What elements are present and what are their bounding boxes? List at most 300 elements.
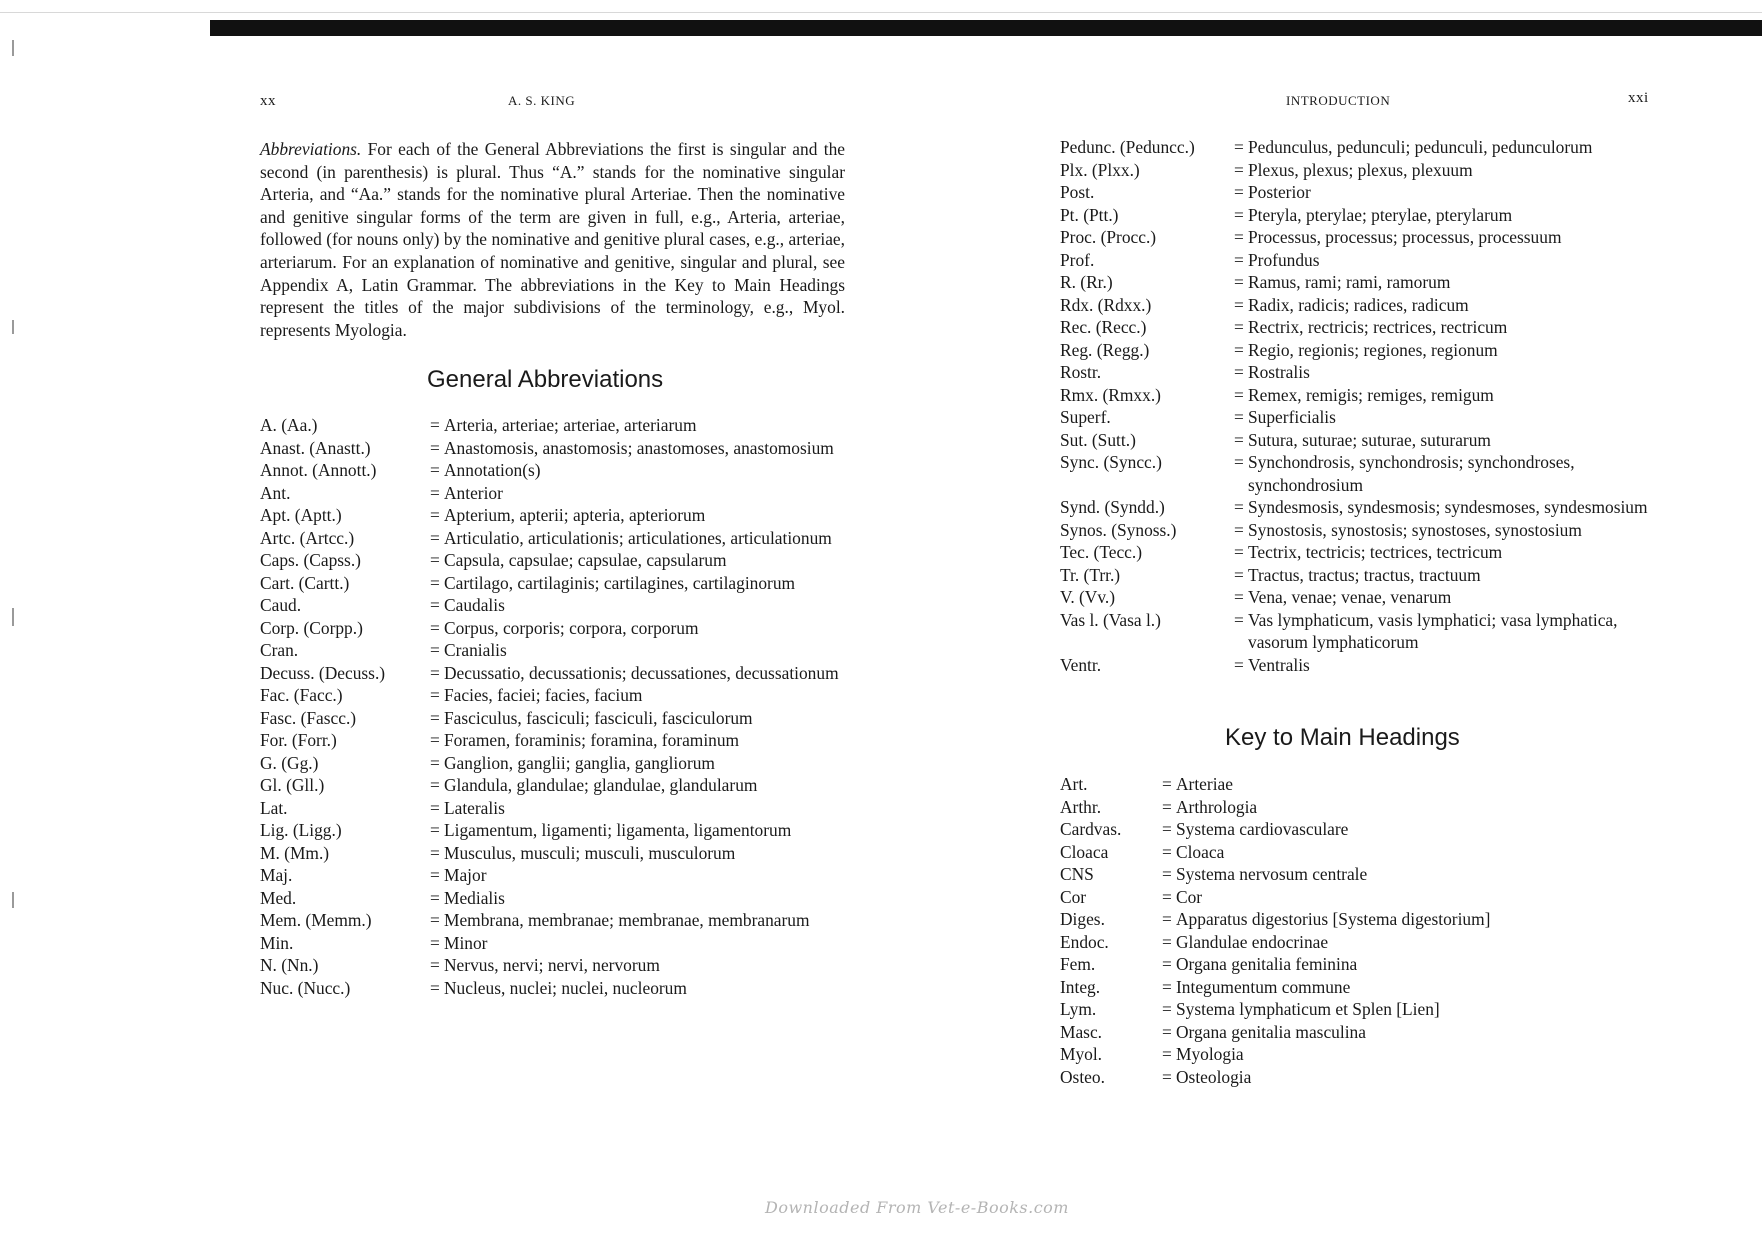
running-head-title: INTRODUCTION xyxy=(1286,93,1391,108)
abbreviation-cell xyxy=(430,504,850,527)
definition-wrap xyxy=(1234,564,1660,587)
abbreviation-definition: Vas lymphaticum, vasis lymphatici; vasa lymphatica, vasorum lymphaticorum xyxy=(1248,609,1618,652)
abbreviation-definition: Systema cardiovasculare xyxy=(1176,819,1349,839)
abbreviation-cell xyxy=(430,977,850,1000)
definition-wrap xyxy=(1234,294,1660,317)
abbreviation-row xyxy=(260,482,850,505)
definition-wrap xyxy=(430,482,850,505)
abbreviation-cell xyxy=(1162,998,1660,1021)
abbreviation-row xyxy=(1060,863,1660,886)
abbreviation-cell xyxy=(430,437,850,460)
abbreviation-definition: Synostosis, synostosis; synostoses, synostosium xyxy=(1248,519,1582,540)
definition-wrap xyxy=(1234,586,1660,609)
abbreviation-cell xyxy=(1162,953,1660,976)
definition-wrap xyxy=(430,662,850,685)
abbreviation-term: Pt. (Ptt.) xyxy=(1060,204,1119,225)
abbreviation-definition: Ganglion, ganglii; ganglia, gangliorum xyxy=(444,752,715,773)
equals-sign: = xyxy=(1234,497,1244,517)
equals-sign: = xyxy=(1162,909,1172,929)
abbreviation-definition: Apterium, apterii; apteria, apteriorum xyxy=(444,505,706,525)
abbreviation-row xyxy=(1060,496,1660,519)
equals-sign: = xyxy=(1234,519,1244,540)
key-to-main-headings-table xyxy=(1060,773,1660,1088)
abbreviation-cell xyxy=(430,819,850,842)
abbreviation-term: Mem. (Memm.) xyxy=(260,910,372,930)
abbreviation-definition: Profundus xyxy=(1248,249,1320,270)
abbreviation-term: Rec. (Recc.) xyxy=(1060,317,1147,337)
equals-sign: = xyxy=(430,505,440,525)
abbreviation-term: M. (Mm.) xyxy=(260,842,330,863)
equals-sign: = xyxy=(430,842,440,863)
abbreviation-cell xyxy=(1234,271,1660,294)
definition-wrap xyxy=(1234,609,1660,654)
equals-sign: = xyxy=(1234,609,1244,630)
abbreviation-cell xyxy=(1234,519,1660,542)
abbreviation-row xyxy=(1060,1043,1660,1066)
abbreviation-row xyxy=(260,527,850,550)
definition-wrap xyxy=(1234,181,1660,204)
abbreviation-definition: Anastomosis, anastomosis; anastomoses, anastomosium xyxy=(444,437,834,458)
equals-sign: = xyxy=(1234,452,1244,472)
abbreviation-cell xyxy=(430,842,850,865)
abbreviation-row xyxy=(260,639,850,662)
equals-sign: = xyxy=(430,977,440,998)
definition-wrap xyxy=(1234,361,1660,384)
definition-wrap xyxy=(1234,406,1660,429)
equals-sign: = xyxy=(430,955,440,975)
abbreviation-cell xyxy=(1234,564,1660,587)
definition-wrap xyxy=(1234,204,1660,227)
page-number: xx xyxy=(260,93,276,109)
abbreviation-definition: Integumentum commune xyxy=(1176,976,1351,997)
abbreviation-cell xyxy=(1234,294,1660,317)
definition-wrap xyxy=(430,864,850,887)
abbreviation-definition: Anterior xyxy=(444,482,503,503)
abbreviation-row xyxy=(260,977,850,1000)
abbreviation-row xyxy=(260,504,850,527)
abbreviation-row xyxy=(1060,249,1660,272)
definition-wrap xyxy=(430,459,850,482)
equals-sign: = xyxy=(430,437,440,458)
abbreviation-definition: Glandulae endocrinae xyxy=(1176,931,1329,952)
definition-wrap xyxy=(430,549,850,572)
abbreviation-row xyxy=(1060,1021,1660,1044)
abbreviation-term: Maj. xyxy=(260,865,293,885)
abbreviation-cell xyxy=(430,707,850,730)
abbreviation-row xyxy=(1060,586,1660,609)
abbreviation-term: Caud. xyxy=(260,595,302,615)
abbreviation-row xyxy=(1060,181,1660,204)
abbreviation-term: Decuss. (Decuss.) xyxy=(260,662,386,683)
equals-sign: = xyxy=(1234,317,1244,337)
abbreviation-row xyxy=(1060,361,1660,384)
abbreviation-definition: Tectrix, tectricis; tectrices, tectricum xyxy=(1248,542,1503,562)
abbreviation-row xyxy=(260,684,850,707)
abbreviation-row xyxy=(1060,886,1660,909)
definition-wrap xyxy=(1162,1043,1660,1066)
equals-sign: = xyxy=(1234,249,1244,270)
definition-wrap xyxy=(1162,1021,1660,1044)
abbreviation-definition: Rectrix, rectricis; rectrices, rectricum xyxy=(1248,317,1508,337)
definition-wrap xyxy=(1162,1066,1660,1089)
abbreviation-row xyxy=(1060,226,1660,249)
equals-sign: = xyxy=(430,887,440,908)
abbreviation-definition: Minor xyxy=(444,932,488,953)
abbreviation-term: Ant. xyxy=(260,482,291,503)
definition-wrap xyxy=(1162,863,1660,886)
equals-sign: = xyxy=(1234,204,1244,225)
abbreviation-row xyxy=(260,707,850,730)
abbreviation-definition: Tractus, tractus; tractus, tractuum xyxy=(1248,564,1481,585)
abbreviation-row xyxy=(260,459,850,482)
abbreviation-term: Sut. (Sutt.) xyxy=(1060,429,1136,450)
abbreviation-definition: Pedunculus, pedunculi; pedunculi, pedunculorum xyxy=(1248,137,1593,157)
equals-sign: = xyxy=(1234,587,1244,607)
abbreviation-cell xyxy=(1234,226,1660,249)
abbreviation-row xyxy=(260,819,850,842)
abbreviation-definition: Caudalis xyxy=(444,595,505,615)
equals-sign: = xyxy=(1234,137,1244,157)
abbreviation-term: Pedunc. (Peduncc.) xyxy=(1060,137,1195,157)
definition-wrap xyxy=(1234,339,1660,362)
definition-wrap xyxy=(430,572,850,595)
intro-text: For each of the General Abbreviations the first is singular and the second (in parenthesis) is plural. Thus “A.” stands for the nominative singular Arteria, and “Aa.” stands for the nominative plural Arteriae. Then the nominative and genitive singular forms of the term are given in full, e.g., Arteria, arteriae, followed (for nouns only) by the nominative and genitive plural cases, e.g., arteriae, arteriarum. For an explanation of nominative and genitive, singular and plural, see Appendix A, Latin Grammar. The abbreviations in the Key to Main Headings represent the titles of the major subdivisions of the terminology, e.g., Myol. represents Myologia. xyxy=(260,139,845,340)
scan-margin-mark xyxy=(12,320,14,334)
abbreviation-row xyxy=(260,549,850,572)
abbreviation-row xyxy=(1060,796,1660,819)
left-page xyxy=(260,0,850,1254)
abbreviation-row xyxy=(260,662,850,685)
definition-wrap xyxy=(1234,226,1660,249)
abbreviation-term: Med. xyxy=(260,887,297,908)
abbreviation-cell xyxy=(1162,1043,1660,1066)
abbreviation-term: Fac. (Facc.) xyxy=(260,685,343,705)
abbreviation-term: Gl. (Gll.) xyxy=(260,775,325,795)
abbreviation-definition: Myologia xyxy=(1176,1044,1244,1064)
equals-sign: = xyxy=(1234,182,1244,202)
abbreviation-definition: Medialis xyxy=(444,887,505,908)
abbreviation-row xyxy=(1060,451,1660,496)
abbreviation-cell xyxy=(430,594,850,617)
equals-sign: = xyxy=(430,662,440,683)
abbreviation-row xyxy=(1060,316,1660,339)
abbreviation-term: V. (Vv.) xyxy=(1060,587,1116,607)
abbreviation-definition: Cor xyxy=(1176,886,1203,907)
definition-wrap xyxy=(1234,451,1660,496)
abbreviation-cell xyxy=(1162,841,1660,864)
abbreviation-term: Proc. (Procc.) xyxy=(1060,227,1157,247)
abbreviation-definition: Plexus, plexus; plexus, plexuum xyxy=(1248,159,1473,180)
abbreviation-term: CNS xyxy=(1060,864,1094,884)
abbreviation-row xyxy=(1060,429,1660,452)
abbreviation-term: Rmx. (Rmxx.) xyxy=(1060,384,1161,405)
abbreviation-cell xyxy=(430,909,850,932)
abbreviation-cell xyxy=(1234,384,1660,407)
equals-sign: = xyxy=(430,482,440,503)
definition-wrap xyxy=(1162,841,1660,864)
abbreviation-definition: Rostralis xyxy=(1248,362,1310,382)
definition-wrap xyxy=(430,684,850,707)
abbreviation-cell xyxy=(1162,1066,1660,1089)
abbreviation-term: Annot. (Annott.) xyxy=(260,460,377,480)
abbreviation-definition: Vena, venae; venae, venarum xyxy=(1248,587,1452,607)
equals-sign: = xyxy=(1234,272,1244,292)
abbreviation-cell xyxy=(1234,159,1660,182)
equals-sign: = xyxy=(1234,294,1244,315)
equals-sign: = xyxy=(430,752,440,773)
abbreviation-term: Myol. xyxy=(1060,1044,1103,1064)
definition-wrap xyxy=(430,414,850,437)
abbreviation-row xyxy=(1060,271,1660,294)
definition-wrap xyxy=(1234,429,1660,452)
abbreviation-row xyxy=(1060,204,1660,227)
definition-wrap xyxy=(1162,931,1660,954)
definition-wrap xyxy=(430,909,850,932)
equals-sign: = xyxy=(1162,954,1172,974)
abbreviation-cell xyxy=(1234,136,1660,159)
abbreviation-row xyxy=(260,797,850,820)
abbreviation-row xyxy=(260,954,850,977)
definition-wrap xyxy=(1162,886,1660,909)
definition-wrap xyxy=(430,729,850,752)
abbreviation-cell xyxy=(1162,1021,1660,1044)
equals-sign: = xyxy=(430,595,440,615)
abbreviation-definition: Remex, remigis; remiges, remigum xyxy=(1248,384,1494,405)
abbreviation-term: Artc. (Artcc.) xyxy=(260,527,355,548)
abbreviation-cell xyxy=(1162,796,1660,819)
equals-sign: = xyxy=(1234,339,1244,360)
equals-sign: = xyxy=(1162,841,1172,862)
abbreviation-row xyxy=(1060,384,1660,407)
intro-paragraph xyxy=(260,138,845,341)
abbreviation-definition: Systema lymphaticum et Splen [Lien] xyxy=(1176,999,1440,1019)
abbreviation-definition: Pteryla, pterylae; pterylae, pterylarum xyxy=(1248,204,1513,225)
abbreviation-row xyxy=(260,932,850,955)
abbreviation-term: Rdx. (Rdxx.) xyxy=(1060,294,1152,315)
abbreviation-cell xyxy=(1162,818,1660,841)
equals-sign: = xyxy=(1162,1066,1172,1087)
abbreviation-cell xyxy=(1162,773,1660,796)
abbreviation-row xyxy=(260,774,850,797)
abbreviation-definition: Glandula, glandulae; glandulae, glandularum xyxy=(444,775,758,795)
abbreviation-term: Endoc. xyxy=(1060,931,1109,952)
abbreviation-term: Corp. (Corpp.) xyxy=(260,617,363,638)
abbreviation-term: Apt. (Aptt.) xyxy=(260,505,342,525)
abbreviation-term: Cloaca xyxy=(1060,841,1109,862)
abbreviation-definition: Fasciculus, fasciculi; fasciculi, fasciculorum xyxy=(444,707,753,728)
definition-wrap xyxy=(430,977,850,1000)
abbreviation-cell xyxy=(430,662,850,685)
equals-sign: = xyxy=(1162,1021,1172,1042)
abbreviation-row xyxy=(1060,908,1660,931)
equals-sign: = xyxy=(1234,227,1244,247)
equals-sign: = xyxy=(1162,976,1172,997)
abbreviation-term: Cart. (Cartt.) xyxy=(260,572,350,593)
abbreviation-row xyxy=(260,864,850,887)
abbreviation-term: Reg. (Regg.) xyxy=(1060,339,1150,360)
definition-wrap xyxy=(1162,796,1660,819)
abbreviation-definition: Capsula, capsulae; capsulae, capsularum xyxy=(444,550,727,570)
abbreviation-definition: Articulatio, articulationis; articulationes, articulationum xyxy=(444,527,832,548)
abbreviation-cell xyxy=(1234,249,1660,272)
abbreviation-term: Superf. xyxy=(1060,407,1111,427)
abbreviation-cell xyxy=(1162,886,1660,909)
equals-sign: = xyxy=(430,730,440,750)
abbreviation-row xyxy=(1060,136,1660,159)
abbreviation-definition: Syndesmosis, syndesmosis; syndesmoses, syndesmosium xyxy=(1248,497,1648,517)
abbreviation-term: Tec. (Tecc.) xyxy=(1060,542,1143,562)
section-heading-key-to-main-headings: Key to Main Headings xyxy=(1225,724,1460,751)
abbreviation-definition: Radix, radicis; radices, radicum xyxy=(1248,294,1469,315)
abbreviation-term: Rostr. xyxy=(1060,362,1102,382)
abbreviation-cell xyxy=(1234,586,1660,609)
abbreviation-definition: Arteriae xyxy=(1176,774,1233,794)
equals-sign: = xyxy=(1162,999,1172,1019)
abbreviation-term: Fem. xyxy=(1060,954,1096,974)
definition-wrap xyxy=(1234,316,1660,339)
abbreviation-term: Lat. xyxy=(260,797,288,818)
abbreviation-definition: Apparatus digestorius [Systema digestorium] xyxy=(1176,909,1491,929)
scan-margin-mark xyxy=(12,40,14,56)
equals-sign: = xyxy=(430,685,440,705)
abbreviation-term: A. (Aa.) xyxy=(260,415,318,435)
definition-wrap xyxy=(1234,519,1660,542)
abbreviation-row xyxy=(1060,818,1660,841)
abbreviation-definition: Facies, faciei; facies, facium xyxy=(444,685,643,705)
abbreviation-definition: Cranialis xyxy=(444,640,507,660)
abbreviation-definition: Arthrologia xyxy=(1176,796,1258,817)
equals-sign: = xyxy=(1162,774,1172,794)
abbreviation-cell xyxy=(1234,181,1660,204)
abbreviation-row xyxy=(260,414,850,437)
abbreviation-cell xyxy=(430,729,850,752)
abbreviation-term: Diges. xyxy=(1060,909,1105,929)
equals-sign: = xyxy=(430,550,440,570)
abbreviation-cell xyxy=(430,797,850,820)
definition-wrap xyxy=(1234,136,1660,159)
download-watermark: Downloaded From Vet-e-Books.com xyxy=(765,1198,1069,1217)
scan-margin-mark xyxy=(12,608,14,626)
equals-sign: = xyxy=(430,775,440,795)
abbreviation-row xyxy=(260,617,850,640)
definition-wrap xyxy=(430,437,850,460)
abbreviation-row xyxy=(1060,609,1660,654)
equals-sign: = xyxy=(1234,407,1244,427)
equals-sign: = xyxy=(430,617,440,638)
definition-wrap xyxy=(1234,271,1660,294)
equals-sign: = xyxy=(1162,796,1172,817)
definition-wrap xyxy=(1234,654,1660,677)
abbreviation-definition: Systema nervosum centrale xyxy=(1176,864,1368,884)
equals-sign: = xyxy=(430,640,440,660)
abbreviation-cell xyxy=(1234,339,1660,362)
abbreviation-cell xyxy=(430,617,850,640)
equals-sign: = xyxy=(430,572,440,593)
abbreviation-cell xyxy=(1234,316,1660,339)
definition-wrap xyxy=(1234,541,1660,564)
abbreviation-row xyxy=(260,729,850,752)
abbreviation-cell xyxy=(430,414,850,437)
abbreviation-definition: Nucleus, nuclei; nuclei, nucleorum xyxy=(444,977,687,998)
equals-sign: = xyxy=(430,932,440,953)
abbreviation-term: Masc. xyxy=(1060,1021,1103,1042)
abbreviation-term: Ventr. xyxy=(1060,654,1102,675)
abbreviation-definition: Cloaca xyxy=(1176,841,1225,862)
abbreviation-row xyxy=(1060,159,1660,182)
abbreviation-row xyxy=(1060,841,1660,864)
abbreviation-row xyxy=(260,909,850,932)
abbreviation-row xyxy=(1060,541,1660,564)
abbreviation-row xyxy=(260,594,850,617)
abbreviation-definition: Arteria, arteriae; arteriae, arteriarum xyxy=(444,415,697,435)
definition-wrap xyxy=(430,594,850,617)
abbreviation-cell xyxy=(1162,863,1660,886)
abbreviation-definition: Cartilago, cartilaginis; cartilagines, cartilaginorum xyxy=(444,572,796,593)
intro-lead: Abbreviations. xyxy=(260,139,362,159)
abbreviation-cell xyxy=(430,774,850,797)
abbreviation-definition: Major xyxy=(444,865,487,885)
abbreviation-row xyxy=(1060,654,1660,677)
abbreviation-cell xyxy=(430,752,850,775)
definition-wrap xyxy=(1162,818,1660,841)
equals-sign: = xyxy=(430,707,440,728)
definition-wrap xyxy=(1162,976,1660,999)
abbreviation-definition: Ventralis xyxy=(1248,654,1310,675)
abbreviation-cell xyxy=(430,954,850,977)
abbreviation-definition: Corpus, corporis; corpora, corporum xyxy=(444,617,699,638)
abbreviation-definition: Posterior xyxy=(1248,182,1311,202)
right-page xyxy=(1060,0,1660,1254)
equals-sign: = xyxy=(1162,1044,1172,1064)
abbreviation-definition: Nervus, nervi; nervi, nervorum xyxy=(444,955,660,975)
abbreviation-row xyxy=(1060,339,1660,362)
abbreviation-term: Caps. (Capss.) xyxy=(260,550,361,570)
equals-sign: = xyxy=(1234,564,1244,585)
abbreviation-term: Plx. (Plxx.) xyxy=(1060,159,1140,180)
abbreviation-term: G. (Gg.) xyxy=(260,752,319,773)
abbreviation-cell xyxy=(1234,361,1660,384)
definition-wrap xyxy=(430,774,850,797)
equals-sign: = xyxy=(430,460,440,480)
abbreviation-row xyxy=(1060,564,1660,587)
equals-sign: = xyxy=(430,797,440,818)
abbreviation-term: Art. xyxy=(1060,774,1088,794)
abbreviation-cell xyxy=(430,684,850,707)
equals-sign: = xyxy=(1234,159,1244,180)
abbreviation-definition: Osteologia xyxy=(1176,1066,1252,1087)
abbreviation-term: Prof. xyxy=(1060,249,1095,270)
abbreviation-cell xyxy=(1162,908,1660,931)
definition-wrap xyxy=(430,954,850,977)
definition-wrap xyxy=(1234,249,1660,272)
abbreviation-cell xyxy=(1162,976,1660,999)
definition-wrap xyxy=(430,887,850,910)
abbreviation-row xyxy=(1060,519,1660,542)
abbreviation-definition: Organa genitalia masculina xyxy=(1176,1021,1366,1042)
abbreviation-definition: Processus, processus; processus, processuum xyxy=(1248,227,1562,247)
definition-wrap xyxy=(430,527,850,550)
abbreviation-cell xyxy=(430,864,850,887)
abbreviation-term: Anast. (Anastt.) xyxy=(260,437,371,458)
abbreviation-term: R. (Rr.) xyxy=(1060,272,1113,292)
abbreviation-cell xyxy=(430,639,850,662)
abbreviation-term: Tr. (Trr.) xyxy=(1060,564,1121,585)
abbreviation-row xyxy=(1060,773,1660,796)
definition-wrap xyxy=(430,842,850,865)
equals-sign: = xyxy=(430,820,440,840)
definition-wrap xyxy=(1162,953,1660,976)
abbreviation-term: Sync. (Syncc.) xyxy=(1060,452,1162,472)
